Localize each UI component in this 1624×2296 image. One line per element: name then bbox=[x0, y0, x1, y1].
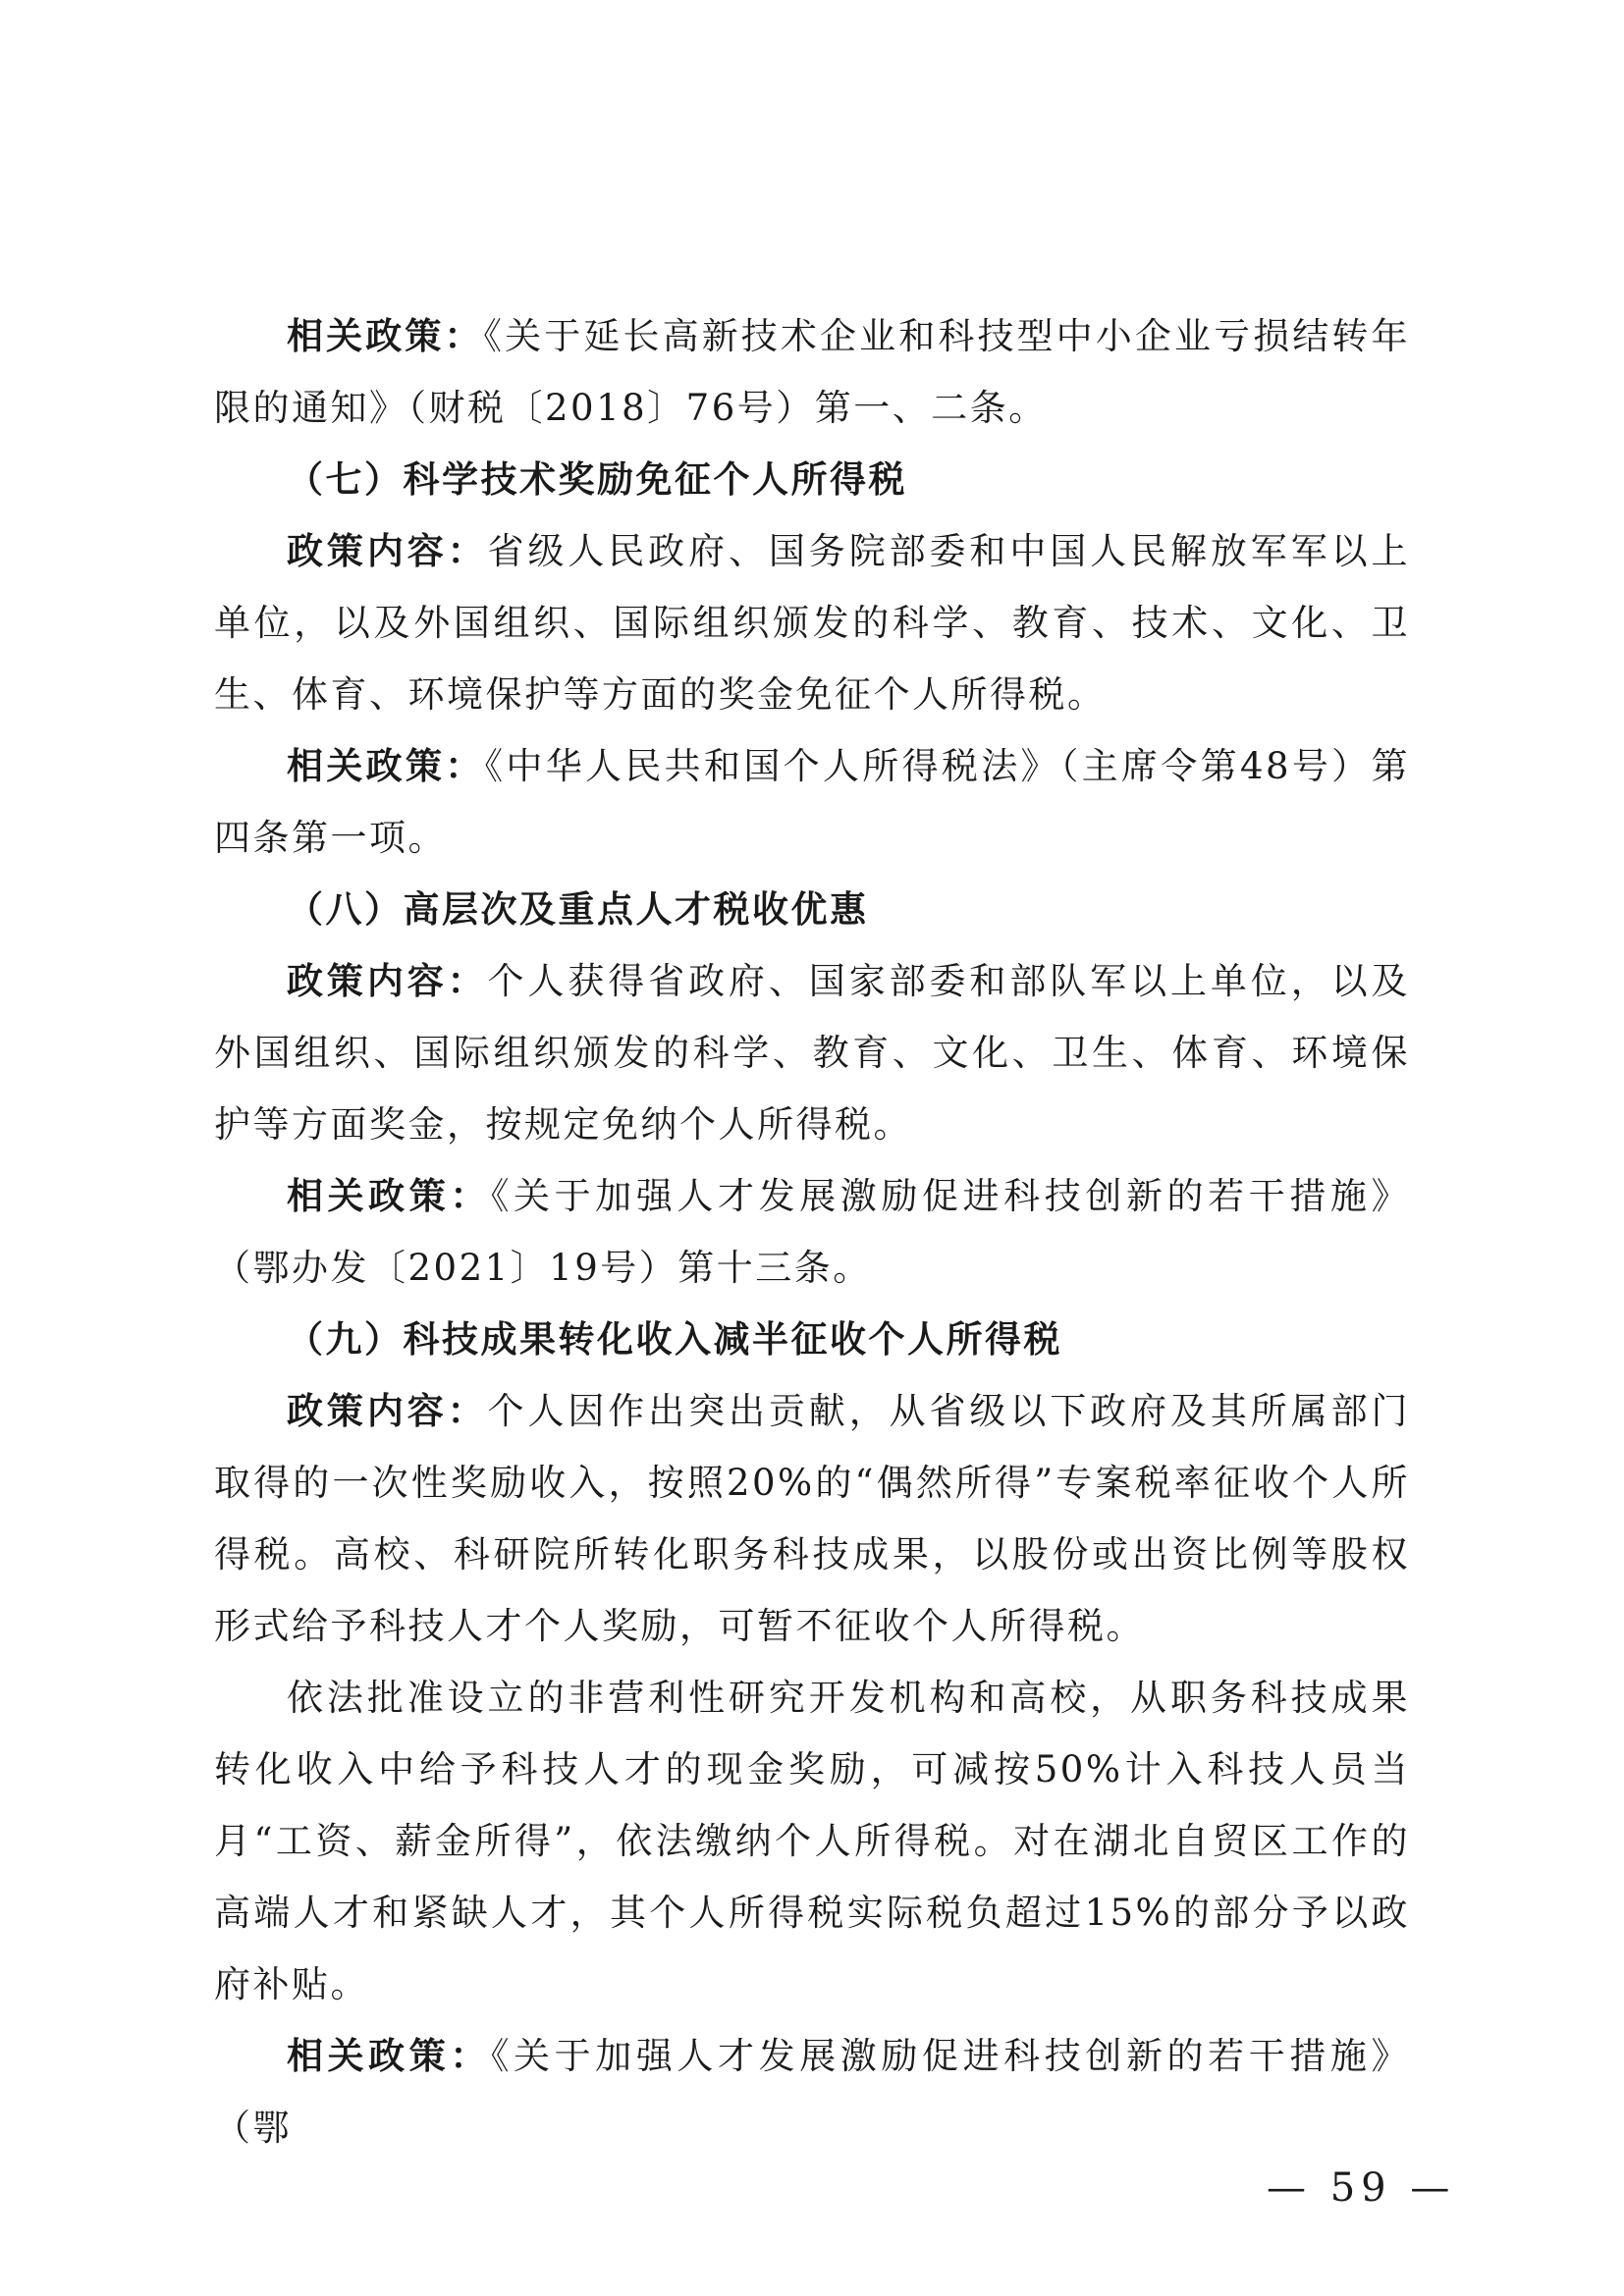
policy-reference-paragraph bbox=[214, 730, 1410, 874]
body-paragraph: 依法批准设立的非营利性研究开发机构和高校，从职务科技成果转化收入中给予科技人才的现金奖励，可减按50%计入科技人员当月“工资、薪金所得”，依法缴纳个人所得税。对在湖北自贸区工作的高端人才和紧缺人才，其个人所得税实际税负超过15%的部分予以政府补贴。 bbox=[214, 1677, 1410, 2005]
paragraph-label: 政策内容： bbox=[287, 960, 488, 1002]
policy-reference-paragraph bbox=[214, 2020, 1410, 2163]
section-heading-8: （八）高层次及重点人才税收优惠 bbox=[287, 888, 869, 931]
paragraph-text: 《关于加强人才发展激励促进科技创新的若干措施》（鄂办发〔2021〕19号）第十三条。 bbox=[214, 1175, 1411, 1289]
policy-reference-paragraph bbox=[214, 300, 1410, 444]
page-number: — 59 — bbox=[1267, 2165, 1456, 2211]
section-heading-9: （九）科技成果转化收入减半征收个人所得税 bbox=[287, 1318, 1062, 1361]
paragraph-label: 相关政策： bbox=[287, 315, 484, 357]
document-body bbox=[214, 300, 1410, 2163]
paragraph-label: 相关政策： bbox=[287, 745, 485, 787]
paragraph-text: 个人因作出突出贡献，从省级以下政府及其所属部门取得的一次性奖励收入，按照20%的“偶然所得”专案税率征收个人所得税。高校、科研院所转化职务科技成果，以股份或出资比例等股权形式给予科技人才个人奖励，可暂不征收个人所得税。 bbox=[214, 1390, 1411, 1647]
paragraph-text: 个人获得省政府、国家部委和部队军以上单位，以及外国组织、国际组织颁发的科学、教育、文化、卫生、体育、环境保护等方面奖金，按规定免纳个人所得税。 bbox=[214, 960, 1411, 1146]
paragraph-text: 《关于延长高新技术企业和科技型中小企业亏损结转年限的通知》（财税〔2018〕76号）第一、二条。 bbox=[214, 315, 1411, 429]
paragraph-text: 《关于加强人才发展激励促进科技创新的若干措施》（鄂 bbox=[214, 2035, 1411, 2149]
paragraph-label: 政策内容： bbox=[287, 530, 488, 572]
paragraph-label: 相关政策： bbox=[287, 1175, 491, 1217]
paragraph-text: 《中华人民共和国个人所得税法》（主席令第48号）第四条第一项。 bbox=[214, 745, 1410, 859]
paragraph-label: 相关政策： bbox=[287, 2035, 491, 2077]
section-heading-7: （七）科学技术奖励免征个人所得税 bbox=[287, 458, 907, 501]
paragraph-text: 省级人民政府、国务院部委和中国人民解放军军以上单位，以及外国组织、国际组织颁发的科学、教育、技术、文化、卫生、体育、环境保护等方面的奖金免征个人所得税。 bbox=[214, 530, 1411, 716]
policy-reference-paragraph bbox=[214, 1160, 1410, 1304]
policy-content-paragraph bbox=[214, 1375, 1410, 1662]
paragraph-label: 政策内容： bbox=[287, 1390, 488, 1432]
policy-content-paragraph bbox=[214, 945, 1410, 1160]
policy-content-paragraph bbox=[214, 515, 1410, 730]
